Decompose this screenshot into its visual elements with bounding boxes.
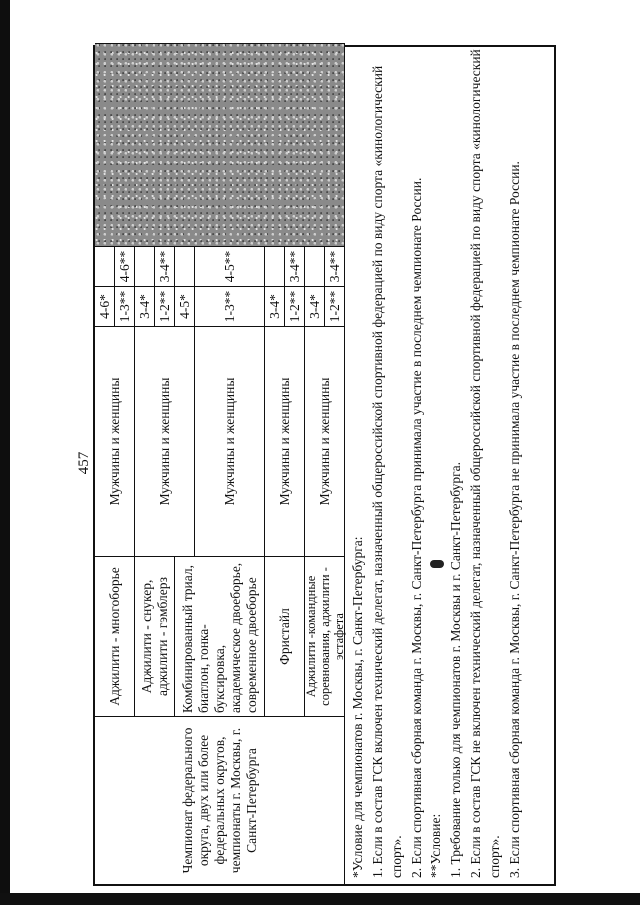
note-line: *Условие для чемпионатов г. Москвы, г. Санкт-Петербурга:	[350, 536, 365, 878]
place-cell: 3-4*	[135, 286, 155, 326]
discipline-cell: Комбинированный триал, биатлон, гонка-буксировка, академическое двоеборье, современное двоеборье	[175, 556, 265, 716]
place-cell: 1-3**	[115, 286, 135, 326]
sports-table	[95, 43, 345, 884]
place-cell	[175, 246, 195, 286]
note-line: 1. Если в состав ГСК включен технический делегат, назначенный общероссийской спортивной федерацией по виду спорта «кинологический спорт».	[369, 65, 405, 878]
note-line: **Условие:	[428, 813, 444, 878]
place-cell: 4-6*	[95, 286, 115, 326]
discipline-cell: Фристайл	[265, 556, 305, 716]
shaded-area	[95, 43, 345, 246]
table-frame	[93, 45, 556, 886]
place-cell: 4-5*	[175, 286, 195, 326]
place-cell: 1-3**	[195, 286, 265, 326]
competition-cell: Чемпионат федерального округа, двух или более федеральных округов, чемпионаты г. Москвы, г. Санкт-Петербурга	[95, 716, 345, 884]
place-cell: 3-4**	[155, 246, 175, 286]
place-cell: 3-4*	[265, 286, 285, 326]
gender-cell: Мужчины и женщины	[95, 326, 135, 556]
place-cell	[135, 246, 155, 286]
place-cell: 3-4**	[285, 246, 305, 286]
gender-cell: Мужчины и женщины	[305, 326, 345, 556]
place-cell: 4-5**	[195, 246, 265, 286]
gender-cell: Мужчины и женщины	[195, 326, 265, 556]
discipline-cell: Аджилити - многоборье	[95, 556, 135, 716]
note-line: 2. Если спортивная сборная команда г. Москвы, г. Санкт-Петербурга принимала участие в последнем чемпионате России.	[408, 177, 424, 878]
notes-block	[345, 43, 556, 884]
rotated-page	[78, 43, 558, 888]
discipline-cell: Аджилити - снукер, аджилити - гэмблерз	[135, 556, 175, 716]
scan-edge	[0, 0, 10, 905]
place-cell: 4-6**	[115, 246, 135, 286]
note-line: 1. Требование только для чемпионатов г. Москвы и г. Санкт-Петербурга.	[447, 462, 463, 878]
gender-cell: Мужчины и женщины	[135, 326, 195, 556]
place-cell: 1-2**	[325, 286, 345, 326]
discipline-cell: Аджилити -командные соревнования, аджилити - эстафета	[305, 556, 345, 716]
place-cell: 3-4*	[305, 286, 325, 326]
place-cell: 3-4**	[325, 246, 345, 286]
scan-edge-bottom	[0, 893, 640, 905]
place-cell	[305, 246, 325, 286]
note-line: 2. Если в состав ГСК не включен технический делегат, назначенный общероссийской спортивной федерацией по виду спорта «кинологический спорт».	[467, 49, 503, 878]
place-cell: 1-2**	[285, 286, 305, 326]
note-line: 3. Если спортивная сборная команда г. Москвы, г. Санкт-Петербурга не принимала участие в последнем чемпионате России.	[506, 161, 522, 878]
place-cell	[265, 246, 285, 286]
page-number: 457	[76, 451, 92, 475]
place-cell	[95, 246, 115, 286]
gender-cell: Мужчины и женщины	[265, 326, 305, 556]
place-cell: 1-2**	[155, 286, 175, 326]
